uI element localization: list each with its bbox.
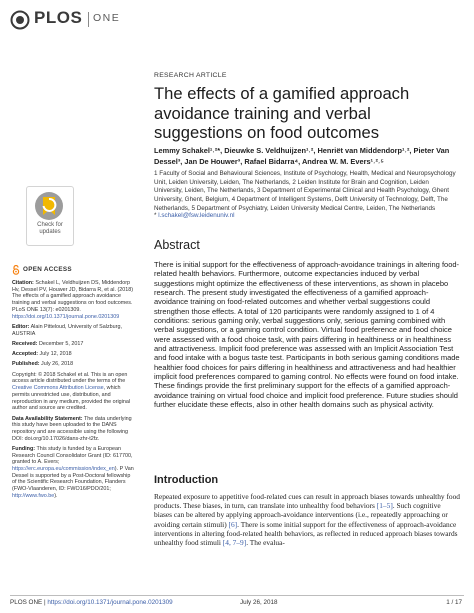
introduction-heading: Introduction (154, 474, 219, 486)
page-number: 1 / 17 (446, 599, 462, 606)
journal-logo[interactable]: PLOS (34, 8, 83, 27)
citation-doi-link[interactable]: https://doi.org/10.1371/journal.pone.0201309 (12, 313, 120, 320)
editor-text: Alain Pitteloud, University of Salzburg, AUSTRIA (12, 323, 122, 337)
check-for-updates-label: Check for updates (37, 222, 63, 235)
plos-logo-icon (10, 10, 30, 30)
check-for-updates-badge[interactable] (26, 186, 74, 246)
intro-text-4: . The evalua- (246, 538, 285, 548)
published-label: Published: (12, 361, 40, 368)
accepted-block (12, 351, 136, 358)
license-link[interactable]: Creative Commons Attribution License (12, 385, 104, 392)
data-availability-text: The data underlying this study have been uploaded to the DANS repository and are accessible using the following DOI: doi.org/10.17026/dans-zhr-t2fz. (12, 415, 132, 442)
citation-ref-3[interactable]: [4, 7–9] (222, 538, 247, 548)
funding-block (12, 446, 136, 500)
abstract-text: There is initial support for the effectiveness of approach-avoidance trainings in altering food-related health behaviors. Furthermore, outcome expectancies induced by verbal suggestions might optimize the effectiveness of these interventions, as shown in placebo research. The present study investigated the effectiveness of a gamified approach-avoidance training on food-related outcomes and whether verbal suggestions could strengthen those effects. A total of 120 participants were randomly assigned to 1 of 4 conditions: serious gaming only, verbal suggestions only, serious gaming combined with verbal suggestions, or a gaming control condition. Virtual food preference and food choice were assessed with a food choice task, with pairs differing in healthiness or in healthiness and attractiveness. Implicit food preference was assessed with an Implicit Association Test and food intake with a bogus taste test. Participants in both serious gaming conditions made healthier food choices for pairs differing in healthiness and attractiveness and had healthier implicit food preferences compared to gaming control. No effects were found on food intake. These findings provide the first preliminary support for the effects of a gamified approach-avoidance training on virtual food choice and implicit food preference. Future studies should further elucidate these effects, also in other health domains such as physical activity. (154, 260, 460, 410)
journal-sublogo: ONE (93, 12, 121, 24)
citation-text: Schakel L, Veldhuijzen DS, Middendorp Hv, Dessel PV, Houwer JD, Bidarra R, et al. (2018) The effects of a gamified approach avoidance training and verbal suggestions on food outcomes. PLoS ONE 13(7): e0201309. (12, 280, 134, 313)
editor-block (12, 324, 136, 337)
article-sidebar (12, 265, 136, 503)
footer-date: July 26, 2018 (240, 599, 278, 606)
citation-block (12, 280, 136, 320)
copyright-rest: , which permits unrestricted use, distribution, and reproduction in any medium, provided the original author and source are credited. (12, 385, 131, 412)
citation-label: Citation: (12, 280, 34, 286)
intro-text-1: Repeated exposure to appetitive food-related cues can result in approach biases towards unhealthy food products. These biases, in turn, can translate into unhealthy food behaviors (154, 492, 460, 511)
data-availability-label: Data Availability Statement: (12, 415, 83, 422)
open-access-lock-icon (12, 265, 20, 275)
fwo-link[interactable]: http://www.fwo.be (12, 492, 55, 499)
open-access-label: OPEN ACCESS (23, 265, 72, 273)
published-block (12, 361, 136, 368)
corresponding-email (154, 212, 234, 219)
citation-ref-1[interactable]: [1–5] (376, 501, 393, 511)
erc-link[interactable]: https://erc.europa.eu/commission/index_en (12, 466, 115, 473)
article-type: RESEARCH ARTICLE (154, 72, 227, 79)
affiliations: 1 Faculty of Social and Behavioural Sciences, Institute of Psychology, Health, Medical and Neuropsychology Unit, Leiden University, Leiden, The Netherlands, 2 Leiden Institute for Brain and Cognition, Leiden University, Leiden, The Netherlands, 3 Department of Experimental Clinical and Health Psychology, Ghent University, Ghent, Belgium, 4 Department of Intelligent Systems, Delft University of Technology, Delft, The Netherlands, 5 Department of Psychiatry, Leiden University Medical Centre, Leiden, The Netherlands (154, 170, 456, 212)
received-block (12, 341, 136, 348)
published-date: July 26, 2018 (39, 361, 74, 368)
funding-rest: ). P Van Dessel is supported by a Post-Doctoral fellowship of the Scientific Research Foundation, Flanders (FWO-Vlaanderen, ID: FWO16/PDO/201; (12, 466, 134, 493)
editor-label: Editor: (12, 323, 30, 330)
funding-label: Funding: (12, 445, 36, 452)
footer-journal (10, 599, 173, 606)
author-list: Lemmy Schakel¹˒²*, Dieuwke S. Veldhuijzen¹˒², Henriët van Middendorp¹˒², Pieter Van Dessel³, Jan De Houwer³, Rafael Bidarra⁴, Andrea W. M. Evers¹˒²˒⁵ (154, 146, 450, 166)
received-label: Received: (12, 340, 38, 347)
copyright-text: Copyright: © 2018 Schakel et al. This is an open access article distributed under the terms of the (12, 371, 128, 385)
introduction-text (154, 492, 460, 547)
article-title: The effects of a gamified approach avoidance training and verbal suggestions on food outcomes (154, 84, 410, 142)
citation-ref-2[interactable]: [6] (228, 519, 238, 529)
abstract-heading: Abstract (154, 238, 200, 252)
accepted-date: July 12, 2018 (38, 351, 72, 358)
open-access-badge[interactable] (12, 265, 136, 275)
email-link[interactable]: l.schakel@fsw.leidenuniv.nl (158, 212, 235, 219)
copyright-block (12, 372, 136, 412)
accepted-label: Accepted: (12, 351, 39, 358)
received-date: December 5, 2017 (37, 340, 84, 347)
logo-divider (88, 12, 89, 27)
email-marker: * (154, 212, 159, 219)
check-for-updates-icon (35, 192, 63, 220)
funding-text: This study is funded by a European Research Council Consolidator Grant (ID: 617700, granted to A. Evers; (12, 445, 133, 466)
intro-text-3: . There is some initial support for the effectiveness of approach-avoidance interventions in altering food-related health behaviors, as reflected in reduced approach biases towards unhealthy food stimuli (154, 519, 458, 548)
funding-end: ). (54, 492, 58, 499)
intro-text-2: . Such cognitive biases can be altered by applying approach-avoidance interventions (i.e., repeatedly approaching or avoiding certain stimuli) (154, 501, 448, 529)
footer-journal-name: PLOS ONE | (10, 599, 48, 606)
footer-divider (10, 595, 464, 596)
footer-doi-link[interactable]: https://doi.org/10.1371/journal.pone.0201309 (47, 599, 173, 606)
data-availability-block (12, 416, 136, 443)
